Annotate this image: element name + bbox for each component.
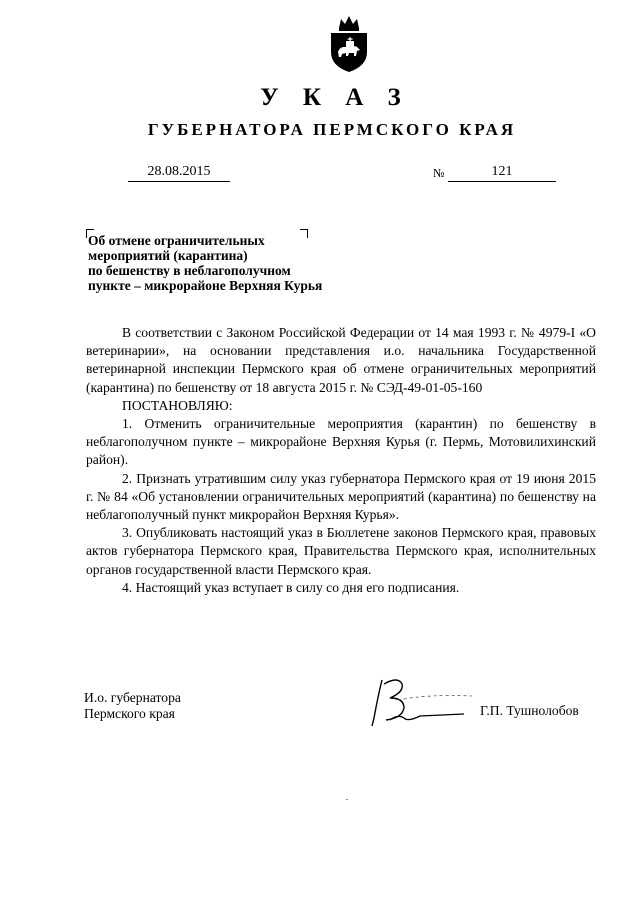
decree-word: ПОСТАНОВЛЯЮ:	[122, 397, 233, 413]
subject-line: пункте – микрорайоне Верхняя Курья	[88, 278, 323, 293]
preamble-paragraph: В соответствии с Законом Российской Федерации от 14 мая 1993 г. № 4979-I «О ветеринарии», на основании представления и.о. начальника Государственной ветеринарной инспекции Пермского края об отмене ограничительных мероприятий (карантина) по бешенству от 18 августа 2015 г. № СЭД-49-01-05-160	[86, 325, 596, 395]
decree-date: 28.08.2015	[128, 163, 230, 182]
decree-item: 4. Настоящий указ вступает в силу со дня его подписания.	[122, 579, 460, 595]
decree-subject	[88, 233, 348, 293]
signer-position	[84, 690, 181, 722]
decree-item: 2. Признать утратившим силу указ губернатора Пермского края от 19 июня 2015 г. № 84 «Об установлении ограничительных мероприятий (карантина) по бешенству на неблагополучный пункт микрорайон Верхняя Курья».	[86, 470, 596, 523]
signer-position-line: И.о. губернатора	[84, 690, 181, 705]
scan-speck	[346, 799, 348, 800]
subject-line: по бешенству в неблагополучном	[88, 263, 291, 278]
coat-of-arms-icon	[327, 14, 371, 74]
subject-line: мероприятий (карантина)	[88, 248, 248, 263]
decree-body	[86, 324, 596, 597]
signer-name: Г.П. Тушнолобов	[480, 703, 579, 718]
signer-position-line: Пермского края	[84, 706, 175, 721]
decree-item: 1. Отменить ограничительные мероприятия (карантин) по бешенству в неблагополучном пункте – микрорайоне Верхняя Курья (г. Пермь, Мотовилихинский район).	[86, 416, 596, 468]
decree-item: 3. Опубликовать настоящий указ в Бюллетене законов Пермского края, правовых актов губернатора Пермского края, Правительства Пермского края, исполнительных органов государственной власти Пермского края.	[86, 525, 596, 577]
subject-line: Об отмене ограничительных	[88, 233, 265, 248]
document-title: У К А З	[260, 84, 410, 111]
number-sign: №	[433, 166, 445, 180]
decree-number: 121	[448, 163, 556, 182]
document-subtitle: ГУБЕРНАТОРА ПЕРМСКОГО КРАЯ	[147, 120, 517, 139]
handwritten-signature-icon	[368, 674, 478, 732]
